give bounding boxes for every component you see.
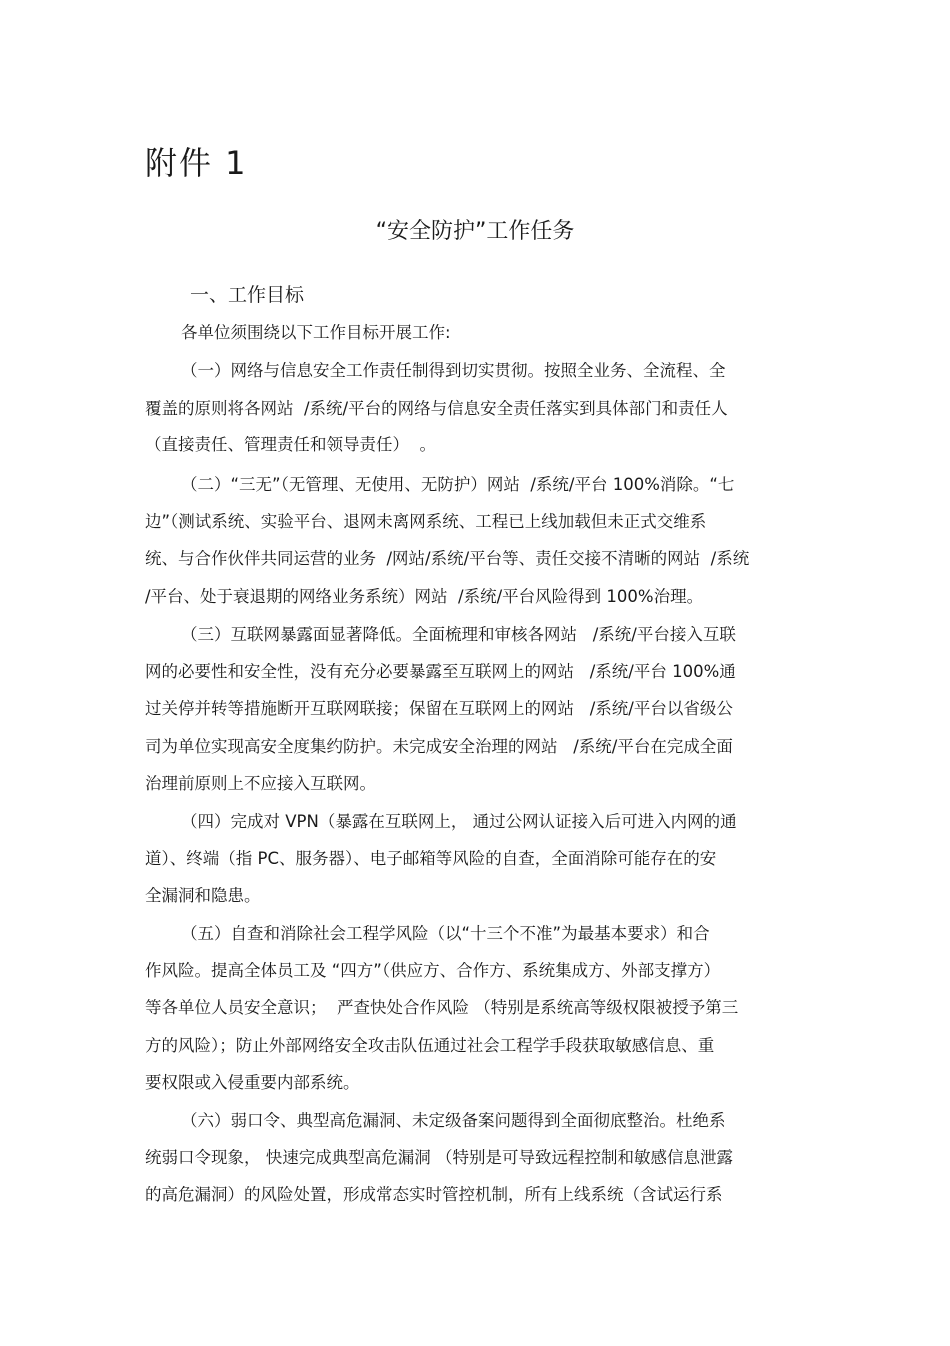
text-line: 覆盖的原则将各网站 /系统/平台的网络与信息安全责任落实到具体部门和责任人 <box>145 399 728 418</box>
text-line: 统弱口令现象， 快速完成典型高危漏洞 （特别是可导致远程控制和敏感信息泄露 <box>145 1148 733 1167</box>
text-line: /平台、处于衰退期的网络业务系统）网站 /系统/平台风险得到 100%治理。 <box>145 587 704 606</box>
text-line: （二）“三无”（无管理、无使用、无防护）网站 /系统/平台 100%消除。“七 <box>181 475 735 494</box>
text-line: 统、与合作伙伴共同运营的业务 /网站/系统/平台等、责任交接不清晰的网站 /系统 <box>145 549 750 568</box>
text-line: （六）弱口令、典型高危漏洞、未定级备案问题得到全面彻底整治。杜绝系 <box>181 1111 726 1130</box>
text-line: 作风险。提高全体员工及 “四方”（供应方、合作方、系统集成方、外部支撑方） <box>145 961 721 980</box>
text-line: 要权限或入侵重要内部系统。 <box>145 1073 360 1092</box>
text-line: 治理前原则上不应接入互联网。 <box>145 774 376 793</box>
text-line: （直接责任、管理责任和领导责任） 。 <box>145 435 436 454</box>
attachment-label: 附件 1 <box>145 144 248 182</box>
document-title: “安全防护”工作任务 <box>375 219 575 244</box>
text-line: 网的必要性和安全性，没有充分必要暴露至互联网上的网站 /系统/平台 100%通 <box>145 662 736 681</box>
text-line: 道）、终端（指 PC、服务器）、电子邮箱等风险的自查，全面消除可能存在的安 <box>145 849 717 868</box>
text-line: （四）完成对 VPN（暴露在互联网上， 通过公网认证接入后可进入内网的通 <box>181 812 737 831</box>
text-line: 全漏洞和隐患。 <box>145 886 261 905</box>
text-line: 过关停并转等措施断开互联网联接；保留在互联网上的网站 /系统/平台以省级公 <box>145 699 733 718</box>
text-line: （五）自查和消除社会工程学风险（以“十三个不准”为最基本要求）和合 <box>181 924 710 943</box>
text-line: （三）互联网暴露面显著降低。全面梳理和审核各网站 /系统/平台接入互联 <box>181 625 736 644</box>
text-line: 边”（测试系统、实验平台、退网未离网系统、工程已上线加载但未正式交维系 <box>145 512 707 531</box>
intro-line: 各单位须围绕以下工作目标开展工作: <box>181 323 451 342</box>
text-line: 司为单位实现高安全度集约防护。未完成安全治理的网站 /系统/平台在完成全面 <box>145 737 733 756</box>
section-heading: 一、工作目标 <box>190 284 305 306</box>
text-line: （一）网络与信息安全工作责任制得到切实贯彻。按照全业务、全流程、全 <box>181 361 726 380</box>
text-line: 的高危漏洞）的风险处置，形成常态实时管控机制，所有上线系统（含试运行系 <box>145 1185 723 1204</box>
text-line: 等各单位人员安全意识； 严查快处合作风险 （特别是系统高等级权限被授予第三 <box>145 998 739 1017</box>
text-line: 方的风险）；防止外部网络安全攻击队伍通过社会工程学手段获取敏感信息、重 <box>145 1036 715 1055</box>
